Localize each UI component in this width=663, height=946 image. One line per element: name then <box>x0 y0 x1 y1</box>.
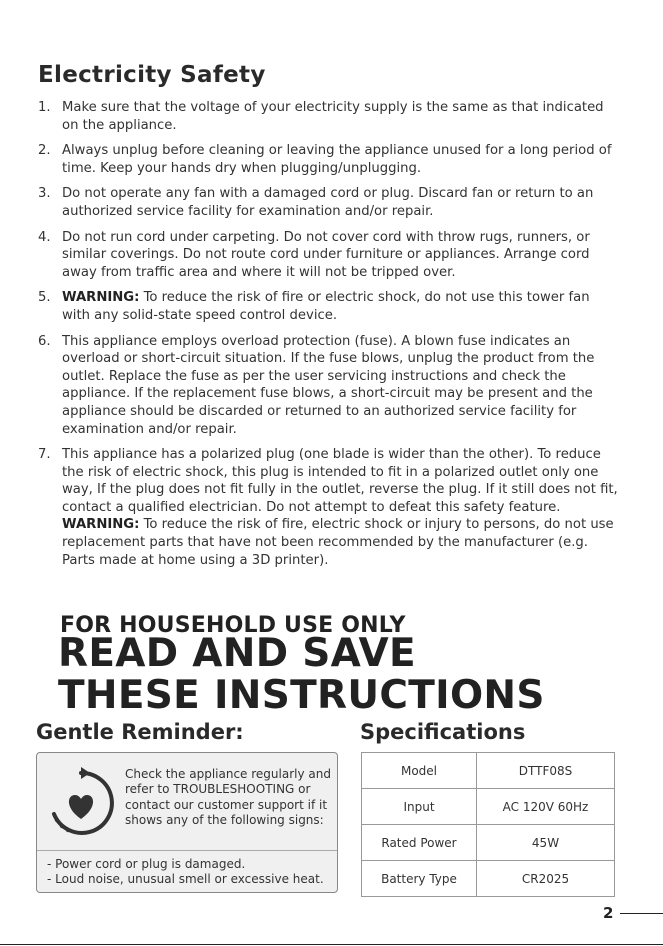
warning-label: WARNING: <box>62 290 140 306</box>
sub-warning <box>62 516 618 569</box>
item-number: 5. <box>38 290 51 306</box>
sign-item: - Power cord or plug is damaged. <box>47 857 246 871</box>
spec-label: Model <box>362 753 477 789</box>
list-item <box>38 333 618 439</box>
item-number: 1. <box>38 100 51 115</box>
item-text: Always unplug before cleaning or leaving the appliance unused for a long period of time. Keep your hands dry when plugging/unplugging. <box>62 143 612 176</box>
spec-value: CR2025 <box>477 861 615 897</box>
item-number: 4. <box>38 229 51 245</box>
list-item <box>38 289 618 324</box>
page-number: 2 <box>603 904 614 922</box>
table-row <box>362 861 615 897</box>
reminder-divider <box>37 850 337 851</box>
list-item <box>38 229 618 282</box>
spec-value: 45W <box>477 825 615 861</box>
item-number: 6. <box>38 333 51 349</box>
reminder-box <box>36 752 338 893</box>
bottom-rule <box>0 944 663 945</box>
item-text: Make sure that the voltage of your electricity supply is the same as that indicated on the appliance. <box>62 100 604 133</box>
these-instructions-banner: THESE INSTRUCTIONS <box>58 673 545 718</box>
table-row <box>362 825 615 861</box>
item-number: 7. <box>38 447 51 463</box>
read-and-save-banner: READ AND SAVE <box>58 631 416 676</box>
spec-value: AC 120V 60Hz <box>477 789 615 825</box>
item-number: 2. <box>38 143 51 159</box>
item-text: To reduce the risk of fire or electric shock, do not use this tower fan with any solid-state speed control device. <box>62 290 590 323</box>
item-text: Do not run cord under carpeting. Do not cover cord with throw rugs, runners, or similar coverings. Do not route cord under furniture or appliances. Arrange cord away from traffic area and where it will not be tripped over. <box>62 229 590 280</box>
spec-label: Battery Type <box>362 861 477 897</box>
heart-cycle-icon <box>45 767 117 839</box>
spec-value: DTTF08S <box>477 753 615 789</box>
item-text: This appliance has a polarized plug (one blade is wider than the other). To reduce the risk of electric shock, this plug is intended to fit in a polarized outlet only one way, If the plug does not fit fully in the outlet, reverse the plug. If it still does not fit, contact a qualified electrician. Do not attempt to defeat this safety feature. <box>62 447 618 515</box>
list-item <box>38 99 618 134</box>
spec-label: Rated Power <box>362 825 477 861</box>
reminder-signs <box>47 857 337 887</box>
warning-text: To reduce the risk of fire, electric shock or injury to persons, do not use replacement parts that have not been recommended by the manufacturer (e.g. Parts made at home using a 3D printer). <box>62 517 614 568</box>
reminder-text: Check the appliance regularly and refer to TROUBLESHOOTING or contact our customer support if it shows any of the following signs: <box>125 767 331 828</box>
gentle-reminder-heading: Gentle Reminder: <box>36 720 244 744</box>
table-row <box>362 789 615 825</box>
safety-list <box>38 99 618 577</box>
page-number-rule <box>620 913 663 914</box>
list-item <box>38 142 618 177</box>
household-use-banner: FOR HOUSEHOLD USE ONLY <box>60 613 406 638</box>
specifications-heading: Specifications <box>360 720 526 744</box>
item-text: Do not operate any fan with a damaged cord or plug. Discard fan or return to an authorized service facility for examination and/or repair. <box>62 186 594 219</box>
sign-item: - Loud noise, unusual smell or excessive heat. <box>47 872 324 886</box>
table-row <box>362 753 615 789</box>
item-number: 3. <box>38 186 51 202</box>
list-item <box>38 185 618 220</box>
spec-label: Input <box>362 789 477 825</box>
page-title: Electricity Safety <box>38 62 266 88</box>
list-item <box>38 446 618 569</box>
warning-label: WARNING: <box>62 517 140 533</box>
specifications-table <box>361 752 615 897</box>
item-text: This appliance employs overload protection (fuse). A blown fuse indicates an overload or short-circuit situation. If the fuse blows, unplug the product from the outlet. Replace the fuse as per the user servicing instructions and check the appliance. If the replacement fuse blows, a short-circuit may be present and the appliance should be discarded or returned to an authorized service facility for examination and/or repair. <box>62 333 595 437</box>
